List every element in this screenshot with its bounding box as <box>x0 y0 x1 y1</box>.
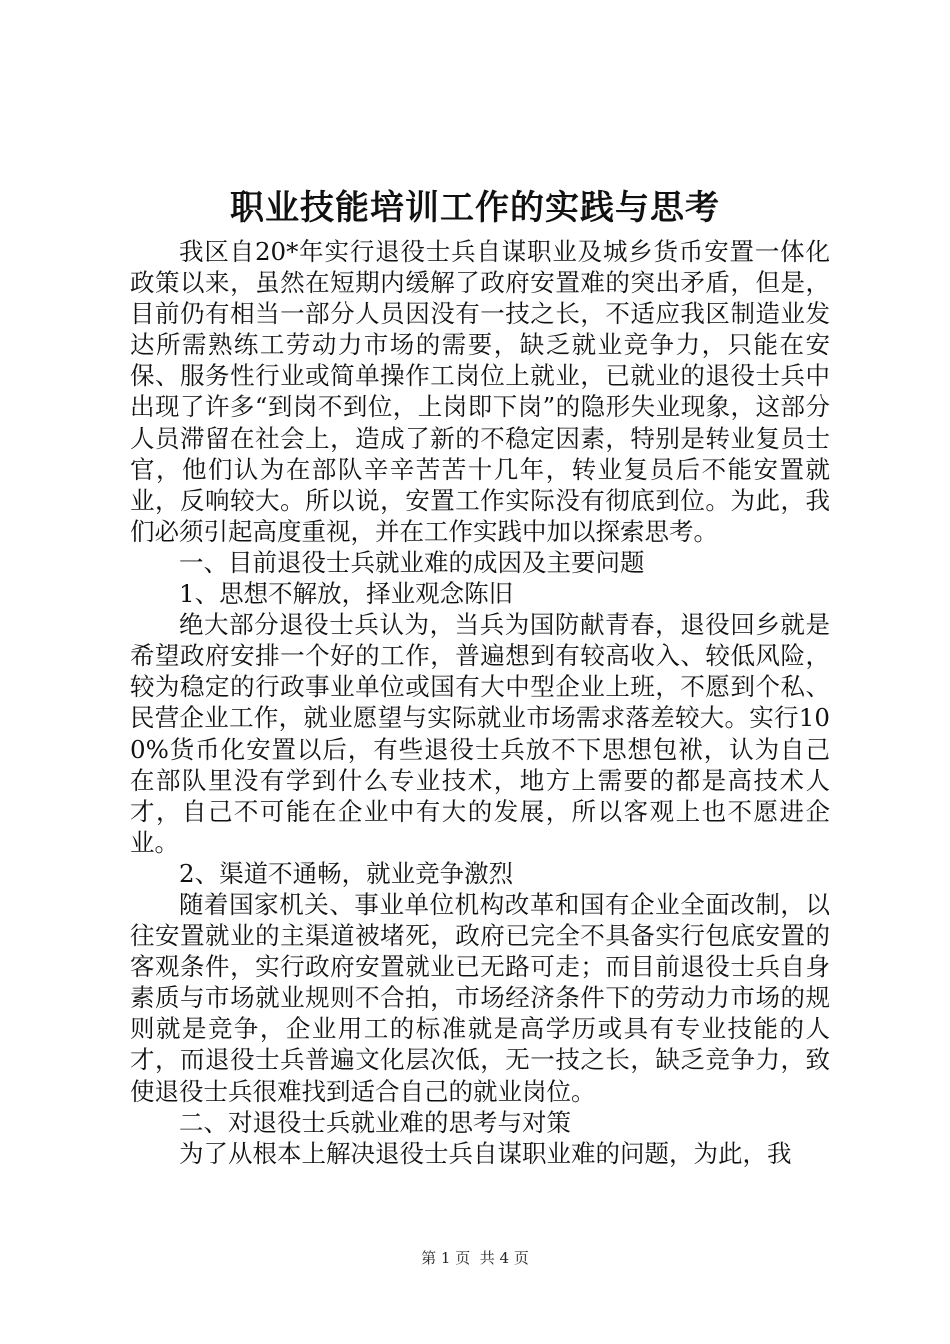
document-body <box>130 236 830 1169</box>
paragraph: 为了从根本上解决退役士兵自谋职业难的问题，为此，我 <box>179 1138 792 1168</box>
section-heading: 二、对退役士兵就业难的思考与对策 <box>179 1107 571 1137</box>
page-footer <box>0 1248 950 1268</box>
paragraph: 随着国家机关、事业单位机构改革和国有企业全面改制，以往安置就业的主渠道被堵死，政府已完全不具备实行包底安置的客观条件，实行政府安置就业已无路可走；而目前退役士兵自身素质与市场就业规则不合拍，市场经济条件下的劳动力市场的规则就是竞争，企业用工的标准就是高学历或具有专业技能的人才，而退役士兵普遍文化层次低，无一技之长，缺乏竞争力，致使退役士兵很难找到适合自己的就业岗位。 <box>130 889 830 1106</box>
page-number-label: 第 1 页 共 4 页 <box>421 1249 529 1267</box>
document-title: 职业技能培训工作的实践与思考 <box>230 188 720 228</box>
subsection-heading: 1、思想不解放，择业观念陈旧 <box>179 579 514 609</box>
paragraph: 我区自20*年实行退役士兵自谋职业及城乡货币安置一体化政策以来，虽然在短期内缓解了政府安置难的突出矛盾，但是，目前仍有相当一部分人员因没有一技之长，不适应我区制造业发达所需熟练工劳动力市场的需要，缺乏就业竞争力，只能在安保、服务性行业或简单操作工岗位上就业，已就业的退役士兵中出现了许多“到岗不到位，上岗即下岗”的隐形失业现象，这部分人员滞留在社会上，造成了新的不稳定因素，特别是转业复员士官，他们认为在部队辛辛苦苦十几年，转业复员后不能安置就业，反响较大。所以说，安置工作实际没有彻底到位。为此，我们必须引起高度重视，并在工作实践中加以探索思考。 <box>130 237 830 546</box>
section-heading: 一、目前退役士兵就业难的成因及主要问题 <box>179 547 645 577</box>
subsection-heading: 2、渠道不通畅，就业竞争激烈 <box>179 858 514 888</box>
paragraph: 绝大部分退役士兵认为，当兵为国防献青春，退役回乡就是希望政府安排一个好的工作，普遍想到有较高收入、较低风险，较为稳定的行政事业单位或国有大中型企业上班，不愿到个私、民营企业工作，就业愿望与实际就业市场需求落差较大。实行100%货币化安置以后，有些退役士兵放不下思想包袱，认为自己在部队里没有学到什么专业技术，地方上需要的都是高技术人才，自己不可能在企业中有大的发展，所以客观上也不愿进企业。 <box>130 610 830 857</box>
